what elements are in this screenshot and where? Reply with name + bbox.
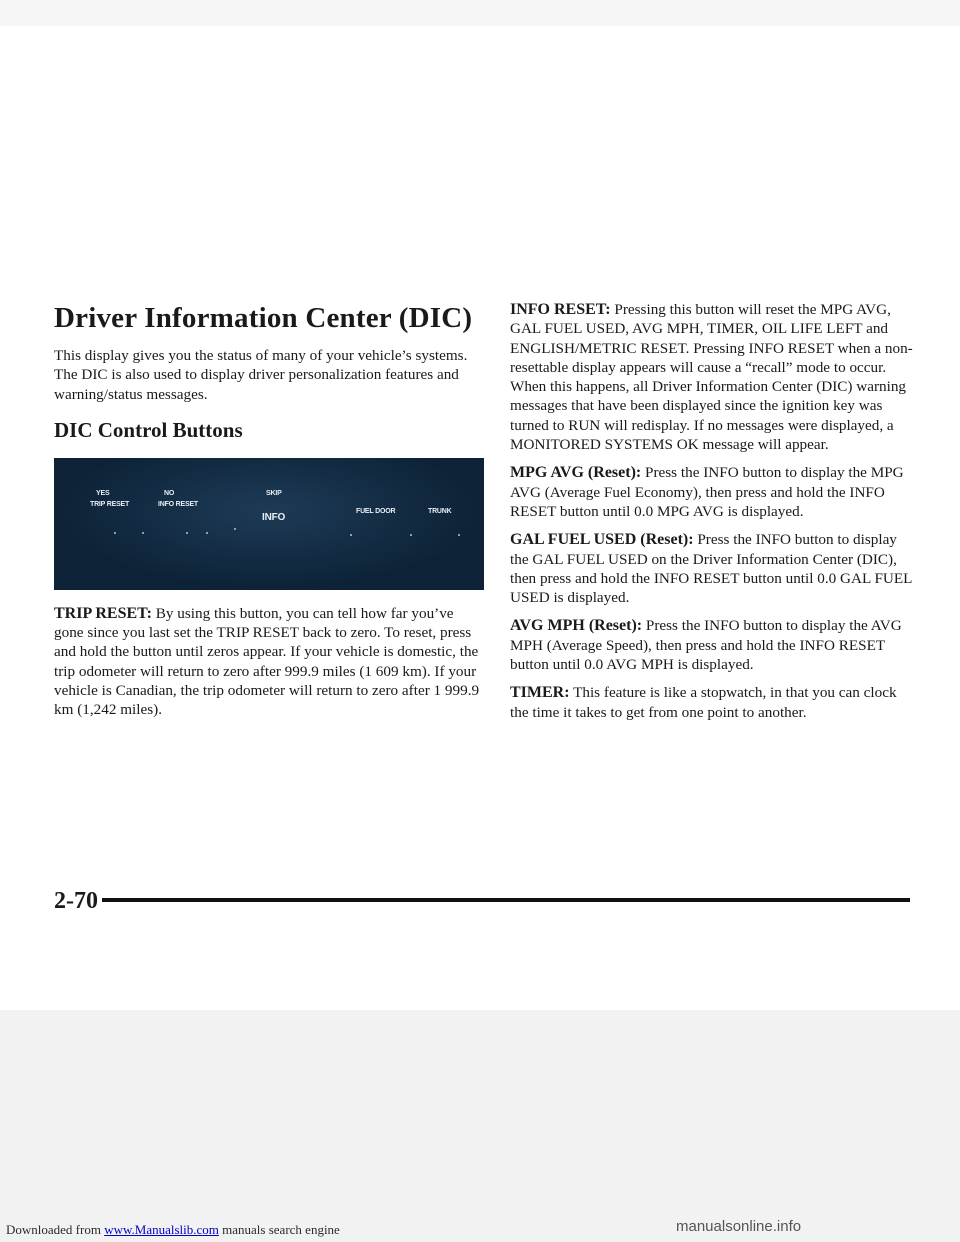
panel-label-trip-reset: TRIP RESET bbox=[90, 500, 130, 508]
panel-label-trunk: TRUNK bbox=[428, 507, 452, 515]
mpg-avg-paragraph bbox=[510, 463, 915, 521]
panel-led-dot bbox=[206, 532, 208, 534]
page-number: 2-70 bbox=[54, 888, 98, 914]
info-reset-term: INFO RESET: bbox=[510, 301, 611, 318]
mpg-avg-term: MPG AVG (Reset): bbox=[510, 464, 642, 482]
timer-paragraph bbox=[510, 683, 915, 722]
timer-text: This feature is like a stopwatch, in that you can clock the time it takes to get from one point to another. bbox=[510, 684, 897, 721]
watermark-prefix: Downloaded from bbox=[6, 1222, 105, 1237]
panel-led-dot bbox=[350, 534, 352, 536]
panel-label-yes: YES bbox=[96, 489, 110, 497]
gal-fuel-used-paragraph bbox=[510, 530, 915, 607]
watermark-suffix: manuals search engine bbox=[218, 1222, 340, 1237]
trip-reset-text: By using this button, you can tell how far you’ve gone since you last set the TRIP RESET back to zero. To reset, press and hold the button until zeros appear. If your vehicle is domestic, the trip odometer will return to zero after 999.9 miles (1 609 km). If your vehicle is Canadian, the trip odometer will return to zero after 1 999.9 km (1,242 miles). bbox=[54, 604, 480, 719]
watermark-download-notice bbox=[6, 1222, 340, 1238]
footer-rule bbox=[102, 898, 910, 902]
avg-mph-text: Press the INFO button to display the AVG MPH (Average Speed), then press and hold the INFO RESET button until 0.0 AVG MPH is displayed. bbox=[510, 617, 902, 674]
bottom-band bbox=[0, 1010, 960, 1242]
left-column bbox=[54, 300, 484, 720]
panel-label-info: INFO bbox=[262, 511, 286, 523]
panel-led-dot bbox=[458, 534, 460, 536]
panel-label-fuel-door: FUEL DOOR bbox=[356, 507, 396, 515]
intro-paragraph: This display gives you the status of many of your vehicle’s systems. The DIC is also used to display driver personalization features and warning/status messages. bbox=[54, 347, 468, 403]
gal-fuel-used-text: Press the INFO button to display the GAL FUEL USED on the Driver Information Center (DIC), then press and hold the INFO RESET button until 0.0 GAL FUEL USED is displayed. bbox=[510, 531, 912, 607]
avg-mph-paragraph bbox=[510, 616, 915, 674]
gal-fuel-used-term: GAL FUEL USED (Reset): bbox=[510, 531, 694, 549]
section-title: DIC Control Buttons bbox=[54, 417, 243, 442]
watermark-link[interactable]: www.Manualslib.com bbox=[104, 1222, 219, 1237]
page-title: Driver Information Center (DIC) bbox=[54, 302, 473, 334]
info-reset-text: Pressing this button will reset the MPG AVG, GAL FUEL USED, AVG MPH, TIMER, OIL LIFE LEFT and ENGLISH/METRIC RESET. Pressing INFO RESET when a non-resettable display appears will cause a “recall” mode to occur. When this happens, all Driver Information Center (DIC) warning messages that have been displayed since the ignition key was turned to RUN will redisplay. If no messages were displayed, a MONITORED SYSTEMS OK message will appear. bbox=[510, 301, 913, 454]
trip-reset-term: TRIP RESET: bbox=[54, 604, 152, 622]
panel-led-dot bbox=[186, 532, 188, 534]
right-column bbox=[510, 300, 915, 731]
dic-control-panel-image bbox=[54, 458, 484, 590]
top-band bbox=[0, 0, 960, 26]
info-reset-paragraph bbox=[510, 300, 915, 454]
panel-led-dot bbox=[114, 532, 116, 534]
avg-mph-term: AVG MPH (Reset): bbox=[510, 617, 643, 635]
watermark-site: manualsonline.info bbox=[676, 1218, 802, 1235]
trip-reset-paragraph bbox=[54, 604, 484, 720]
mpg-avg-text: Press the INFO button to display the MPG AVG (Average Fuel Economy), then press and hold the INFO RESET button until 0.0 MPG AVG is displayed. bbox=[510, 464, 904, 520]
timer-term: TIMER: bbox=[510, 684, 570, 702]
panel-label-no: NO bbox=[164, 489, 175, 497]
panel-led-dot bbox=[234, 528, 236, 530]
panel-led-dot bbox=[410, 534, 412, 536]
panel-led-dot bbox=[142, 532, 144, 534]
panel-label-skip: SKIP bbox=[266, 489, 282, 497]
panel-label-info-reset: INFO RESET bbox=[158, 500, 199, 508]
